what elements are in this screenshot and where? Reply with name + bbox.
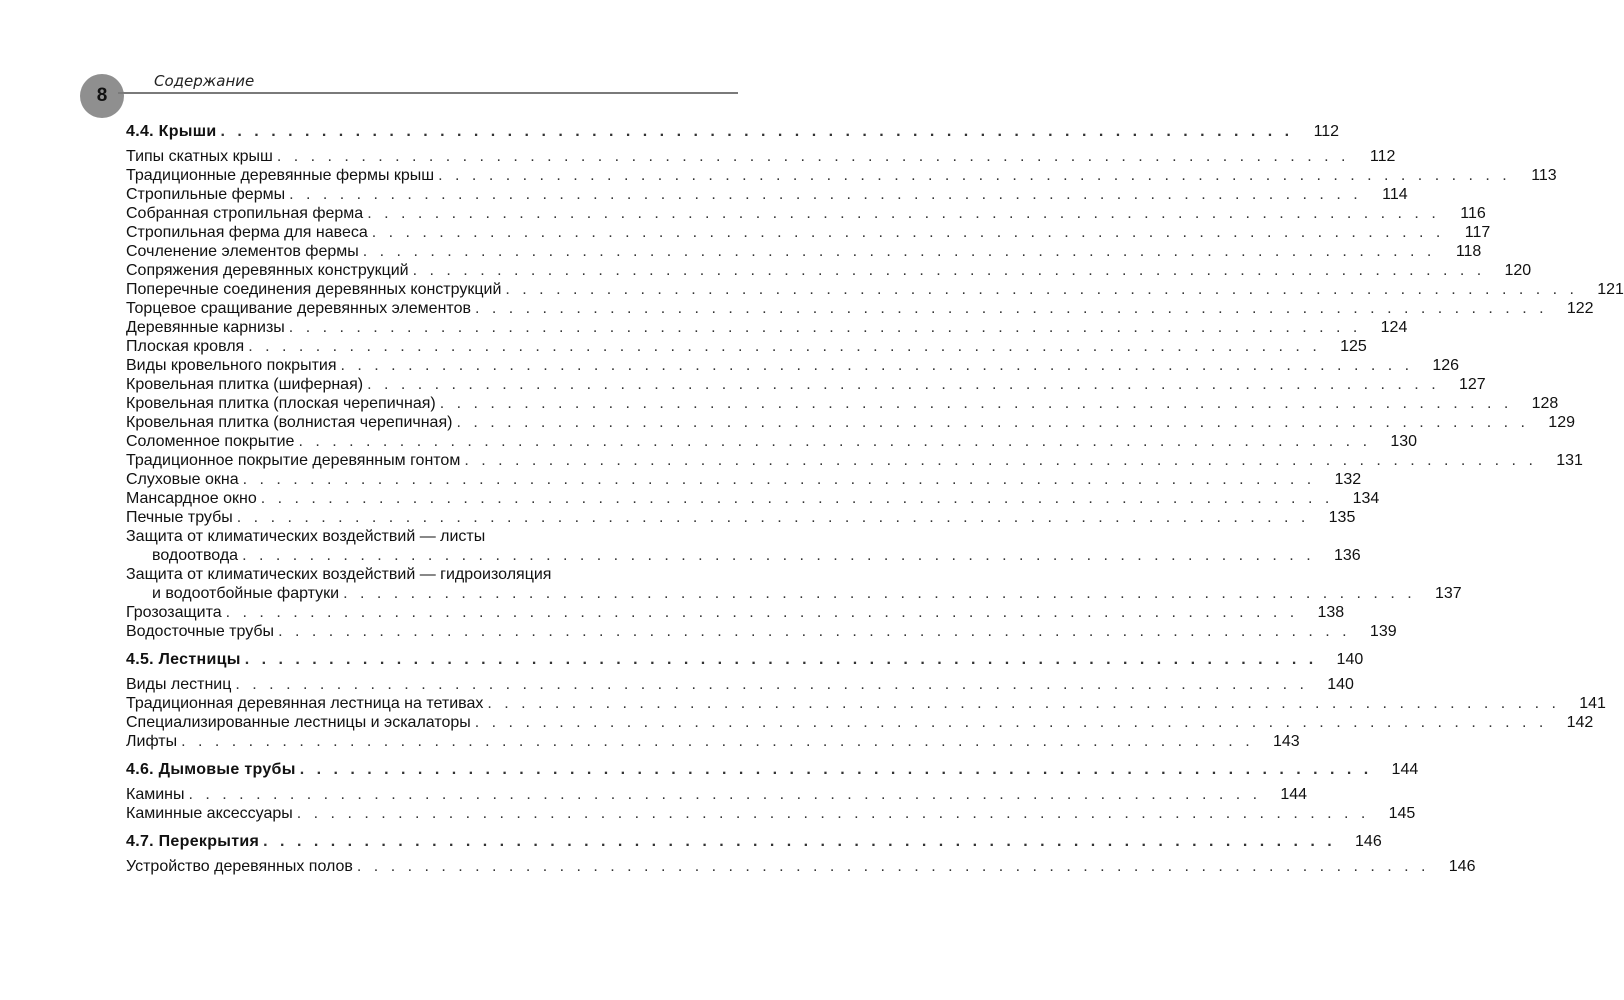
dot-leader: . . . . . . . . . . . . . . . . . . . . . . . . . . . . . . . . . . . . . . . . . . . . . . . . . . . . . . . . . . . . . . . . bbox=[263, 833, 1336, 850]
page-number: 135 bbox=[1328, 509, 1356, 526]
dot-leader: . . . . . . . . . . . . . . . . . . . . . . . . . . . . . . . . . . . . . . . . . . . . . . . . . . . . . . . . . . . . . . . . bbox=[362, 243, 1436, 260]
page-number: 136 bbox=[1333, 547, 1361, 564]
page-header bbox=[0, 0, 800, 120]
dot-leader: . . . . . . . . . . . . . . . . . . . . . . . . . . . . . . . . . . . . . . . . . . . . . . . . . . . . . . . . . . . . . . . . bbox=[474, 300, 1548, 317]
page-number: 139 bbox=[1369, 623, 1397, 640]
page-number: 140 bbox=[1336, 651, 1364, 668]
dot-leader: . . . . . . . . . . . . . . . . . . . . . . . . . . . . . . . . . . . . . . . . . . . . . . . . . . . . . . . . . . . . . . . . bbox=[236, 509, 1310, 526]
toc-section-heading[interactable] bbox=[126, 649, 1364, 671]
page-number: 131 bbox=[1556, 452, 1583, 469]
page-number: 125 bbox=[1340, 338, 1367, 355]
toc-entry[interactable] bbox=[126, 242, 1482, 261]
entry-title: Традиционные деревянные фермы крыш bbox=[126, 167, 435, 184]
toc-entry[interactable] bbox=[126, 603, 1345, 622]
dot-leader: . . . . . . . . . . . . . . . . . . . . . . . . . . . . . . . . . . . . . . . . . . . . . . . . . . . . . . . . . . . . . . . . bbox=[225, 604, 1299, 621]
page-number: 128 bbox=[1531, 395, 1559, 412]
entry-title: Собранная стропильная ферма bbox=[126, 205, 364, 222]
toc-entry[interactable] bbox=[126, 470, 1362, 489]
toc-entry[interactable] bbox=[126, 432, 1418, 451]
dot-leader: . . . . . . . . . . . . . . . . . . . . . . . . . . . . . . . . . . . . . . . . . . . . . . . . . . . . . . . . . . . . . . . . bbox=[487, 695, 1560, 712]
entry-title: Кровельная плитка (плоская черепичная) bbox=[126, 395, 436, 412]
toc-entry[interactable] bbox=[126, 223, 1491, 242]
entry-title: Устройство деревянных полов bbox=[126, 858, 353, 875]
toc-entry[interactable] bbox=[126, 857, 1476, 876]
dot-leader: . . . . . . . . . . . . . . . . . . . . . . . . . . . . . . . . . . . . . . . . . . . . . . . . . . . . . . . . . . . . . . . . bbox=[456, 414, 1529, 431]
entry-title-continuation: водоотвода bbox=[152, 547, 239, 564]
section-title: 4.7. Перекрытия bbox=[126, 833, 260, 850]
toc-entry[interactable] bbox=[126, 147, 1396, 166]
dot-leader: . . . . . . . . . . . . . . . . . . . . . . . . . . . . . . . . . . . . . . . . . . . . . . . . . . . . . . . . . . . . . . . . bbox=[367, 205, 1440, 222]
page-number: 112 bbox=[1313, 123, 1340, 140]
toc-entry-label-line: Защита от климатических воздействий — гидроизоляция bbox=[126, 566, 552, 583]
entry-title: Стропильные фермы bbox=[126, 186, 286, 203]
dot-leader: . . . . . . . . . . . . . . . . . . . . . . . . . . . . . . . . . . . . . . . . . . . . . . . . . . . . . . . . . . . . . . . . bbox=[288, 319, 1362, 336]
entry-title: Специализированные лестницы и эскалаторы bbox=[126, 714, 471, 731]
section-title: 4.5. Лестницы bbox=[126, 651, 241, 668]
page-number: 114 bbox=[1382, 186, 1408, 203]
dot-leader: . . . . . . . . . . . . . . . . . . . . . . . . . . . . . . . . . . . . . . . . . . . . . . . . . . . . . . . . . . . . . . . . bbox=[188, 786, 1262, 803]
entry-title: Печные трубы bbox=[126, 509, 233, 526]
entry-title: Кровельная плитка (шиферная) bbox=[126, 376, 364, 393]
page-number: 118 bbox=[1455, 243, 1482, 260]
dot-leader: . . . . . . . . . . . . . . . . . . . . . . . . . . . . . . . . . . . . . . . . . . . . . . . . . . . . . . . . . . . . . . . . bbox=[340, 357, 1414, 374]
dot-leader: . . . . . . . . . . . . . . . . . . . . . . . . . . . . . . . . . . . . . . . . . . . . . . . . . . . . . . . . . . . . . . . . bbox=[299, 761, 1373, 778]
page-number: 146 bbox=[1355, 833, 1382, 850]
entry-title: Лифты bbox=[126, 733, 178, 750]
dot-leader: . . . . . . . . . . . . . . . . . . . . . . . . . . . . . . . . . . . . . . . . . . . . . . . . . . . . . . . . . . . . . . . . bbox=[278, 623, 1351, 640]
dot-leader: . . . . . . . . . . . . . . . . . . . . . . . . . . . . . . . . . . . . . . . . . . . . . . . . . . . . . . . . . . . . . . . . bbox=[242, 471, 1316, 488]
page-number: 144 bbox=[1280, 786, 1308, 803]
entry-title: Плоская кровля bbox=[126, 338, 245, 355]
entry-title: Кровельная плитка (волнистая черепичная) bbox=[126, 414, 453, 431]
page-number: 145 bbox=[1388, 805, 1416, 822]
toc-entry[interactable] bbox=[126, 694, 1606, 713]
dot-leader: . . . . . . . . . . . . . . . . . . . . . . . . . . . . . . . . . . . . . . . . . . . . . . . . . . . . . . . . . . . . . . . . bbox=[371, 224, 1445, 241]
entry-title: Традиционная деревянная лестница на тетивах bbox=[126, 695, 484, 712]
entry-title: Каминные аксессуары bbox=[126, 805, 293, 822]
entry-title: Виды лестниц bbox=[126, 676, 232, 693]
toc-entry[interactable] bbox=[126, 356, 1460, 375]
entry-title-continuation: и водоотбойные фартуки bbox=[152, 585, 340, 602]
entry-title: Виды кровельного покрытия bbox=[126, 357, 337, 374]
running-title: Содержание bbox=[154, 72, 255, 90]
page-number: 138 bbox=[1317, 604, 1345, 621]
dot-leader: . . . . . . . . . . . . . . . . . . . . . . . . . . . . . . . . . . . . . . . . . . . . . . . . . . . . . . . . . . . . . . . . bbox=[367, 376, 1440, 393]
entry-title: Мансардное окно bbox=[126, 490, 257, 507]
toc-entry[interactable] bbox=[126, 584, 1462, 603]
page-number: 140 bbox=[1327, 676, 1354, 693]
toc-entry[interactable] bbox=[126, 546, 1361, 565]
page-number: 124 bbox=[1380, 319, 1408, 336]
entry-title: Традиционное покрытие деревянным гонтом bbox=[126, 452, 461, 469]
toc-entry[interactable] bbox=[126, 413, 1575, 432]
toc-entry[interactable] bbox=[126, 451, 1583, 470]
dot-leader: . . . . . . . . . . . . . . . . . . . . . . . . . . . . . . . . . . . . . . . . . . . . . . . . . . . . . . . . . . . . . . . . bbox=[296, 805, 1370, 822]
page-number: 142 bbox=[1566, 714, 1594, 731]
dot-leader: . . . . . . . . . . . . . . . . . . . . . . . . . . . . . . . . . . . . . . . . . . . . . . . . . . . . . . . . . . . . . . . . bbox=[235, 676, 1308, 693]
toc-entry[interactable] bbox=[126, 622, 1397, 641]
entry-title: Типы скатных крыш bbox=[126, 148, 273, 165]
dot-leader: . . . . . . . . . . . . . . . . . . . . . . . . . . . . . . . . . . . . . . . . . . . . . . . . . . . . . . . . . . . . . . . . bbox=[439, 395, 1513, 412]
toc-entry[interactable] bbox=[126, 185, 1408, 204]
page-number: 137 bbox=[1434, 585, 1462, 602]
dot-leader: . . . . . . . . . . . . . . . . . . . . . . . . . . . . . . . . . . . . . . . . . . . . . . . . . . . . . . . . . . . . . . . . bbox=[438, 167, 1511, 184]
dot-leader: . . . . . . . . . . . . . . . . . . . . . . . . . . . . . . . . . . . . . . . . . . . . . . . . . . . . . . . . . . . . . . . . bbox=[242, 547, 1315, 564]
toc-entry[interactable] bbox=[126, 299, 1594, 318]
page-number: 129 bbox=[1548, 414, 1575, 431]
dot-leader: . . . . . . . . . . . . . . . . . . . . . . . . . . . . . . . . . . . . . . . . . . . . . . . . . . . . . . . . . . . . . . . . bbox=[343, 585, 1416, 602]
page-number: 120 bbox=[1504, 262, 1532, 279]
toc-entry[interactable] bbox=[126, 394, 1559, 413]
page-number: 144 bbox=[1391, 761, 1419, 778]
toc-entry[interactable] bbox=[126, 280, 1624, 299]
dot-leader: . . . . . . . . . . . . . . . . . . . . . . . . . . . . . . . . . . . . . . . . . . . . . . . . . . . . . . . . . . . . . . . . bbox=[298, 433, 1372, 450]
dot-leader: . . . . . . . . . . . . . . . . . . . . . . . . . . . . . . . . . . . . . . . . . . . . . . . . . . . . . . . . . . . . . . . . bbox=[464, 452, 1537, 469]
toc-entry[interactable] bbox=[126, 204, 1486, 223]
entry-title: Камины bbox=[126, 786, 185, 803]
dot-leader: . . . . . . . . . . . . . . . . . . . . . . . . . . . . . . . . . . . . . . . . . . . . . . . . . . . . . . . . . . . . . . . . bbox=[260, 490, 1334, 507]
page-number: 130 bbox=[1390, 433, 1418, 450]
entry-title: Торцевое сращивание деревянных элементов bbox=[126, 300, 471, 317]
page-number: 126 bbox=[1432, 357, 1460, 374]
page-number: 117 bbox=[1464, 224, 1491, 241]
toc-section-heading[interactable] bbox=[126, 121, 1340, 143]
dot-leader: . . . . . . . . . . . . . . . . . . . . . . . . . . . . . . . . . . . . . . . . . . . . . . . . . . . . . . . . . . . . . . . . bbox=[276, 148, 1350, 165]
page-number: 143 bbox=[1272, 733, 1300, 750]
header-rule bbox=[118, 92, 738, 94]
entry-title: Сочленение элементов фермы bbox=[126, 243, 359, 260]
toc-entry[interactable] bbox=[126, 713, 1594, 732]
section-title: 4.4. Крыши bbox=[126, 123, 217, 140]
entry-title: Слуховые окна bbox=[126, 471, 239, 488]
entry-title: Соломенное покрытие bbox=[126, 433, 295, 450]
toc-entry[interactable] bbox=[126, 508, 1356, 527]
toc-entry[interactable] bbox=[126, 375, 1486, 394]
dot-leader: . . . . . . . . . . . . . . . . . . . . . . . . . . . . . . . . . . . . . . . . . . . . . . . . . . . . . . . . . . . . . . . . bbox=[412, 262, 1486, 279]
entry-title: Поперечные соединения деревянных конструкций bbox=[126, 281, 502, 298]
toc-entry[interactable] bbox=[126, 489, 1380, 508]
entry-title: Стропильная ферма для навеса bbox=[126, 224, 368, 241]
toc-section-heading[interactable] bbox=[126, 831, 1382, 853]
toc-entry[interactable] bbox=[126, 337, 1367, 356]
dot-leader: . . . . . . . . . . . . . . . . . . . . . . . . . . . . . . . . . . . . . . . . . . . . . . . . . . . . . . . . . . . . . . . . bbox=[289, 186, 1362, 203]
dot-leader: . . . . . . . . . . . . . . . . . . . . . . . . . . . . . . . . . . . . . . . . . . . . . . . . . . . . . . . . . . . . . . . . bbox=[220, 123, 1294, 140]
toc-section-heading[interactable] bbox=[126, 759, 1419, 781]
toc-entry-label-line: Защита от климатических воздействий — листы bbox=[126, 528, 486, 545]
page-number: 121 bbox=[1597, 281, 1624, 298]
page-number: 141 bbox=[1579, 695, 1606, 712]
page-number: 146 bbox=[1448, 858, 1476, 875]
page-number: 132 bbox=[1334, 471, 1362, 488]
dot-leader: . . . . . . . . . . . . . . . . . . . . . . . . . . . . . . . . . . . . . . . . . . . . . . . . . . . . . . . . . . . . . . . . bbox=[244, 651, 1318, 668]
dot-leader: . . . . . . . . . . . . . . . . . . . . . . . . . . . . . . . . . . . . . . . . . . . . . . . . . . . . . . . . . . . . . . . . bbox=[505, 281, 1578, 298]
entry-title: Деревянные карнизы bbox=[126, 319, 285, 336]
page-number: 116 bbox=[1460, 205, 1486, 222]
section-title: 4.6. Дымовые трубы bbox=[126, 761, 296, 778]
page-number: 112 bbox=[1369, 148, 1396, 165]
table-of-contents bbox=[126, 121, 1624, 876]
page-number: 127 bbox=[1458, 376, 1486, 393]
toc-entry[interactable] bbox=[126, 166, 1557, 185]
toc-entry[interactable] bbox=[126, 318, 1408, 337]
toc-entry[interactable] bbox=[126, 261, 1532, 280]
entry-title: Водосточные трубы bbox=[126, 623, 275, 640]
toc-entry[interactable] bbox=[126, 785, 1308, 804]
entry-title: Грозозащита bbox=[126, 604, 222, 621]
dot-leader: . . . . . . . . . . . . . . . . . . . . . . . . . . . . . . . . . . . . . . . . . . . . . . . . . . . . . . . . . . . . . . . . bbox=[248, 338, 1321, 355]
dot-leader: . . . . . . . . . . . . . . . . . . . . . . . . . . . . . . . . . . . . . . . . . . . . . . . . . . . . . . . . . . . . . . . . bbox=[474, 714, 1548, 731]
page-number: 134 bbox=[1352, 490, 1380, 507]
dot-leader: . . . . . . . . . . . . . . . . . . . . . . . . . . . . . . . . . . . . . . . . . . . . . . . . . . . . . . . . . . . . . . . . bbox=[181, 733, 1254, 750]
page-number-badge: 8 bbox=[80, 74, 124, 118]
toc-entry[interactable] bbox=[126, 675, 1354, 694]
toc-entry[interactable] bbox=[126, 732, 1300, 751]
entry-title: Сопряжения деревянных конструкций bbox=[126, 262, 409, 279]
page-number: 113 bbox=[1531, 167, 1557, 184]
page-number: 122 bbox=[1566, 300, 1594, 317]
toc-entry[interactable] bbox=[126, 804, 1416, 823]
dot-leader: . . . . . . . . . . . . . . . . . . . . . . . . . . . . . . . . . . . . . . . . . . . . . . . . . . . . . . . . . . . . . . . . bbox=[356, 858, 1430, 875]
